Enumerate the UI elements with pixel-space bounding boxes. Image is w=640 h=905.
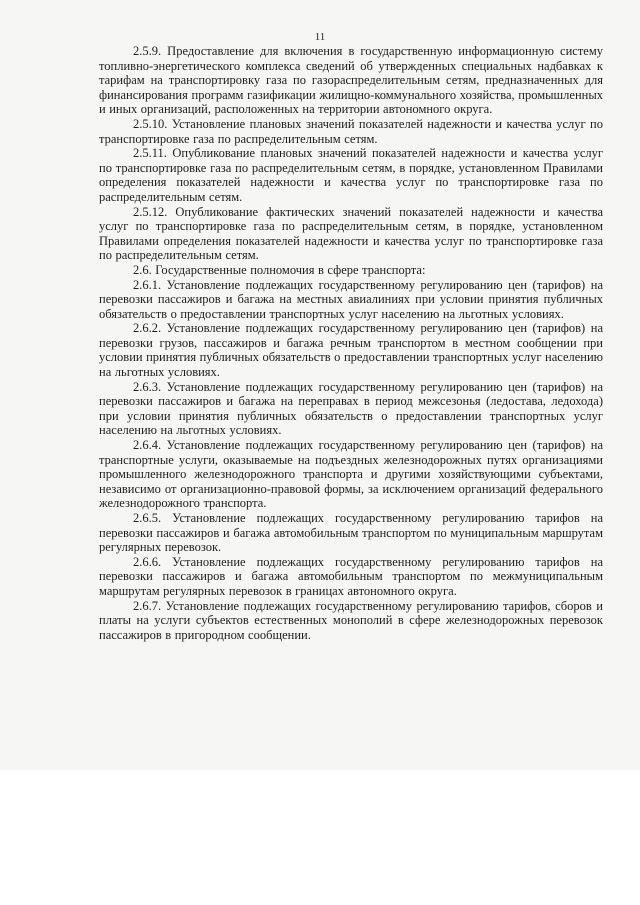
- page-number: 11: [314, 31, 326, 43]
- paragraph-2-6-4: 2.6.4. Установление подлежащих государственному регулированию цен (тарифов) на транспортные услуги, оказываемые на подъездных железнодорожных путях организациями промышленного железнодорожного транспорта и другими хозяйствующими субъектами, независимо от организационно-правовой формы, за исключением организаций федерального железнодорожного транспорта.: [99, 438, 603, 511]
- blank-area: [0, 770, 640, 905]
- paragraph-2-6-1: 2.6.1. Установление подлежащих государственному регулированию цен (тарифов) на перевозки пассажиров и багажа на местных авиалиниях при условии принятия публичных обязательств о предоставлении транспортных услуг населению на льготных условиях.: [99, 277, 603, 321]
- paragraph-2-6-2: 2.6.2. Установление подлежащих государственному регулированию цен (тарифов) на перевозки грузов, пассажиров и багажа речным транспортом в местном сообщении при условии принятия публичных обязательств о предоставлении транспортных услуг населению на льготных условиях.: [99, 321, 603, 380]
- paragraph-2-6-6: 2.6.6. Установление подлежащих государственному регулированию тарифов на перевозки пассажиров и багажа автомобильным транспортом по межмуниципальным маршрутам регулярных перевозок в границах автономного округа.: [99, 554, 603, 598]
- paragraph-2-6-7: 2.6.7. Установление подлежащих государственному регулированию тарифов, сборов и платы на услуги субъектов естественных монополий в сфере железнодорожных перевозок пассажиров в пригородном сообщении.: [99, 598, 603, 642]
- paragraph-2-5-11: 2.5.11. Опубликование плановых значений показателей надежности и качества услуг по транспортировке газа по распределительным сетям, в порядке, установленном Правилами определения показателей надежности и качества услуг по транспортировке газа по распределительным сетям.: [99, 146, 603, 204]
- document-body: [99, 44, 603, 642]
- paragraph-2-6-heading: 2.6. Государственные полномочия в сфере транспорта:: [133, 262, 426, 277]
- paragraph-2-5-10: 2.5.10. Установление плановых значений показателей надежности и качества услуг по транспортировке газа по распределительным сетям.: [99, 116, 603, 146]
- paragraph-2-5-9: 2.5.9. Предоставление для включения в государственную информационную систему топливно-энергетического комплекса сведений об утвержденных специальных надбавках к тарифам на транспортировку газа по газораспределительным сетям, предназначенных для финансирования программ газификации жилищно-коммунального хозяйства, промышленных и иных организаций, расположенных на территории автономного округа.: [99, 44, 603, 117]
- paragraph-2-6-5: 2.6.5. Установление подлежащих государственному регулированию тарифов на перевозки пассажиров и багажа автомобильным транспортом по муниципальным маршрутам регулярных перевозок.: [99, 511, 603, 555]
- paragraph-2-5-12: 2.5.12. Опубликование фактических значений показателей надежности и качества услуг по транспортировке газа по распределительным сетям, в порядке, установленном Правилами определения показателей надежности и качества услуг по транспортировке газа по распределительным сетям.: [99, 204, 603, 263]
- paragraph-2-6-3: 2.6.3. Установление подлежащих государственному регулированию цен (тарифов) на перевозки пассажиров и багажа на переправах в период межсезонья (ледостава, ледохода) при условии принятия публичных обязательств о предоставлении транспортных услуг населению на льготных условиях.: [99, 379, 603, 438]
